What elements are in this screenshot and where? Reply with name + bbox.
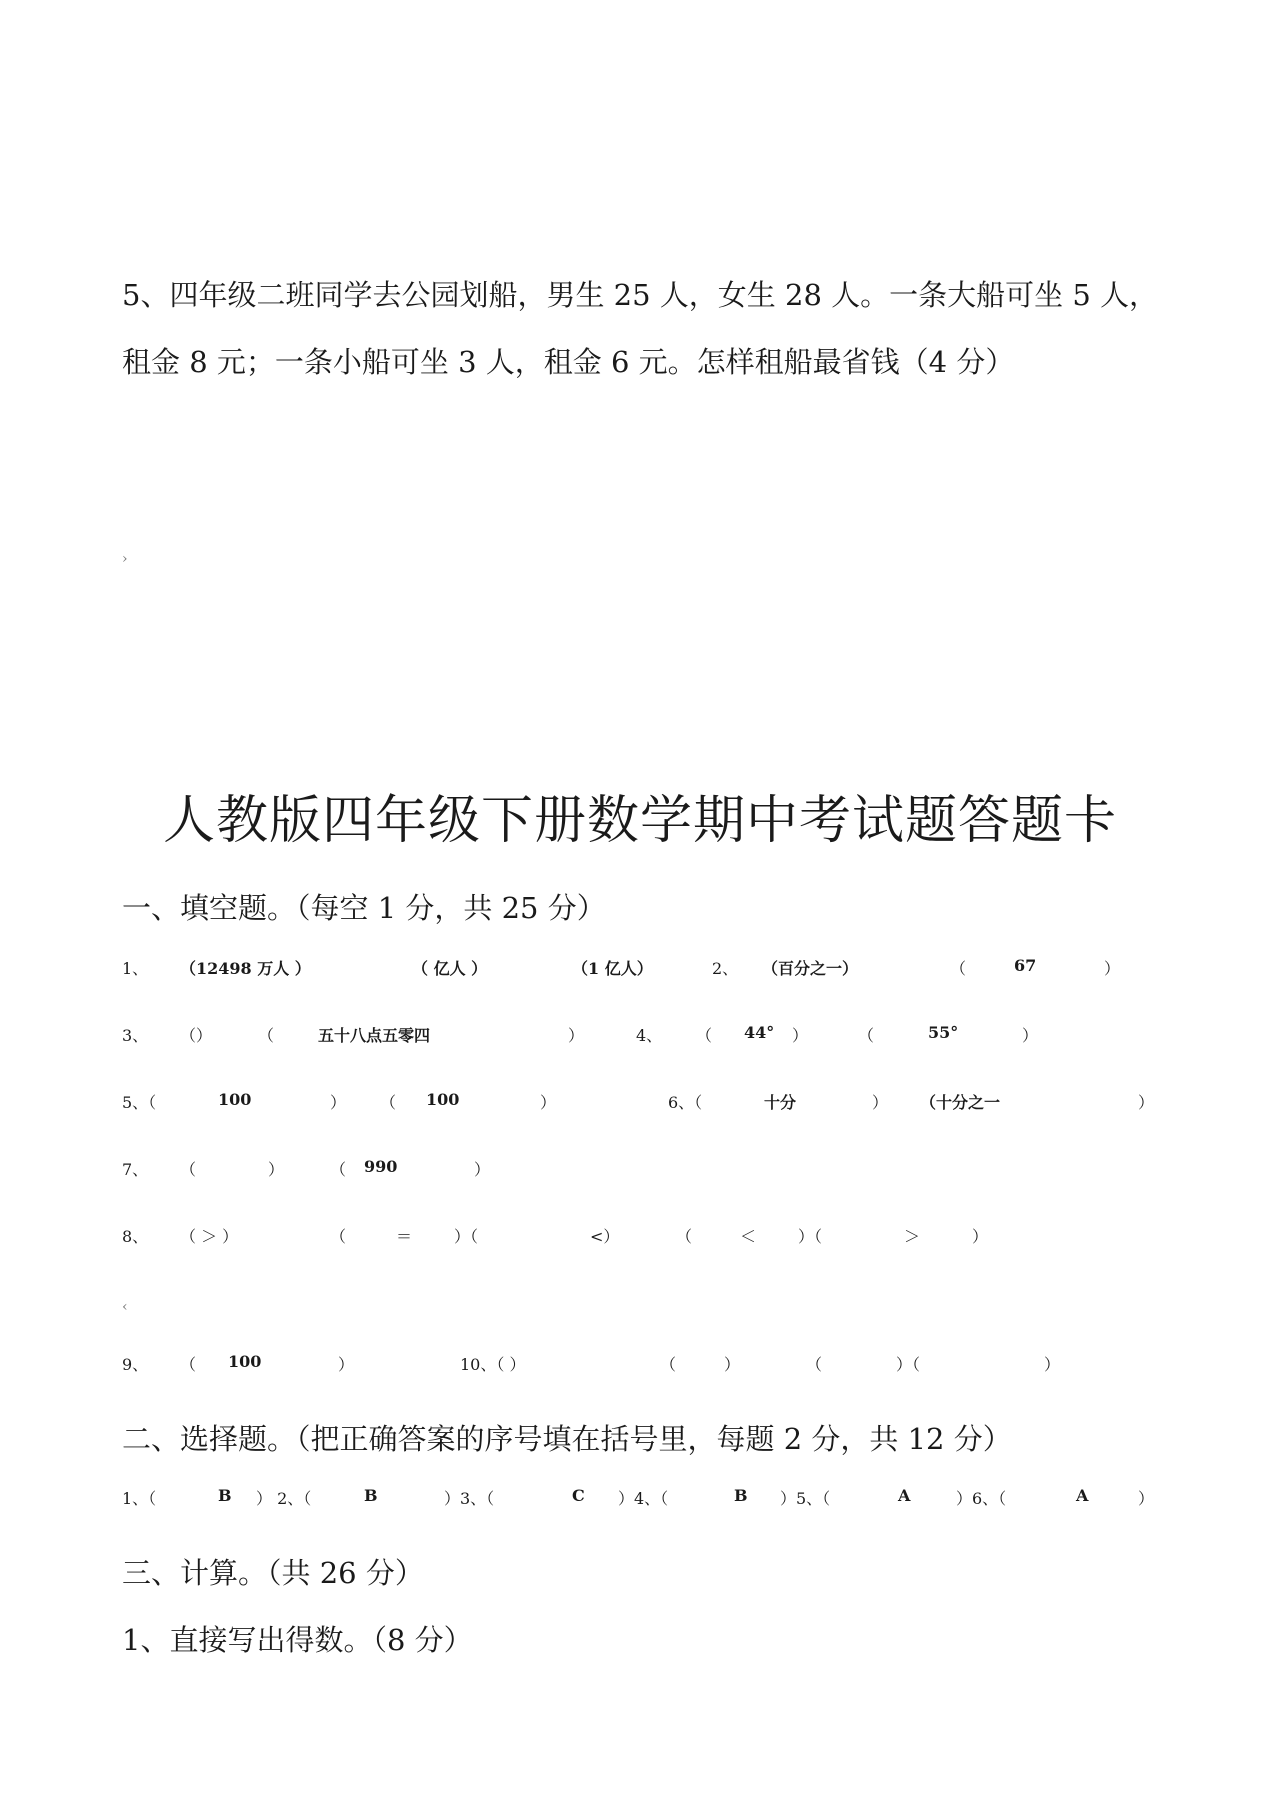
answer-segment: ）（: [798, 1227, 823, 1246]
answer-segment: 55°: [928, 1023, 959, 1042]
answer-segment: 五十八点五零四: [318, 1026, 431, 1045]
answer-row-9: [0, 1352, 1280, 1392]
answer-segment: ）: [268, 1160, 285, 1179]
answer-segment: （: [380, 1093, 397, 1112]
stray-mark: ›: [122, 551, 128, 567]
answer-segment: ）（: [896, 1355, 921, 1374]
answer-segment: ）4、（: [618, 1489, 669, 1508]
answer-segment: ）（: [454, 1227, 479, 1246]
answer-segment: （ 亿人 ）: [412, 959, 488, 978]
answer-segment: （: [950, 959, 967, 978]
answer-segment: （: [676, 1227, 693, 1246]
answer-segment: ＞: [904, 1227, 921, 1246]
answer-row-5: [0, 1090, 1280, 1130]
answer-segment: 100: [218, 1090, 252, 1109]
choice-answer-row: [0, 1486, 1280, 1526]
answer-segment: ）: [1044, 1355, 1061, 1374]
answer-segment: （ ＞ ）: [180, 1227, 239, 1246]
answer-segment: ＜: [740, 1227, 757, 1246]
answer-row-1: [0, 956, 1280, 996]
answer-segment: ）: [1022, 1026, 1039, 1045]
answer-segment: 1、（: [122, 1489, 157, 1508]
answer-segment: ）: [330, 1093, 347, 1112]
answer-segment: ）: [568, 1026, 585, 1045]
answer-segment: B: [734, 1486, 748, 1505]
answer-segment: 100: [228, 1352, 262, 1371]
answer-segment: 9、: [122, 1355, 149, 1374]
answer-segment: 2、: [712, 959, 739, 978]
answer-segment: （百分之一）: [762, 959, 859, 978]
answer-segment: 100: [426, 1090, 460, 1109]
answer-segment: 10、（ ）: [460, 1355, 526, 1374]
section-1-heading: 一、填空题。（每空 1 分，共 25 分）: [122, 891, 606, 925]
answer-segment: （: [806, 1355, 823, 1374]
answer-segment: （十分之一: [920, 1093, 1001, 1112]
answer-segment: ）: [972, 1227, 989, 1246]
answer-segment: （: [258, 1026, 275, 1045]
answer-segment: ）: [1138, 1489, 1155, 1508]
answer-segment: ）: [1138, 1093, 1155, 1112]
answer-segment: C: [572, 1486, 585, 1505]
answer-segment: ）: [872, 1093, 889, 1112]
answer-segment: 6、（: [668, 1093, 703, 1112]
answer-segment: 4、: [636, 1026, 663, 1045]
answer-card-title: 人教版四年级下册数学期中考试题答题卡: [162, 791, 1117, 851]
answer-row-7: [0, 1157, 1280, 1197]
answer-segment: 8、: [122, 1227, 149, 1246]
answer-segment: <）: [590, 1227, 620, 1246]
answer-segment: 十分: [764, 1093, 797, 1112]
answer-segment: （: [180, 1160, 197, 1179]
answer-segment: A: [898, 1486, 911, 1505]
answer-segment: ）: [1104, 959, 1121, 978]
answer-segment: 990: [364, 1157, 398, 1176]
answer-segment: （: [858, 1026, 875, 1045]
answer-segment: A: [1076, 1486, 1089, 1505]
problem-5-line-2: 租金 8 元；一条小船可坐 3 人，租金 6 元。怎样租船最省钱（4 分）: [122, 345, 1015, 379]
answer-segment: ）: [724, 1355, 741, 1374]
answer-segment: （: [330, 1160, 347, 1179]
answer-segment: ）: [474, 1160, 491, 1179]
answer-segment: B: [218, 1486, 232, 1505]
answer-segment: ）5、（: [780, 1489, 831, 1508]
answer-segment: ） 2、（: [256, 1489, 312, 1508]
answer-segment: （: [180, 1355, 197, 1374]
answer-segment: ）: [338, 1355, 355, 1374]
answer-segment: 7、: [122, 1160, 149, 1179]
answer-segment: （1 亿人）: [572, 959, 653, 978]
answer-segment: （: [330, 1227, 347, 1246]
answer-row-3: [0, 1023, 1280, 1063]
answer-segment: ）: [792, 1026, 809, 1045]
answer-segment: （: [660, 1355, 677, 1374]
stray-mark: ‹: [122, 1299, 128, 1315]
answer-row-8: [0, 1224, 1280, 1264]
problem-5-line-1: 5、四年级二班同学去公园划船，男生 25 人，女生 28 人。一条大船可坐 5 人，: [122, 278, 1159, 312]
answer-segment: （: [696, 1026, 713, 1045]
answer-segment: （12498 万人 ）: [180, 959, 311, 978]
answer-segment: ）3、（: [444, 1489, 495, 1508]
answer-segment: 1、: [122, 959, 149, 978]
answer-segment: 3、: [122, 1026, 149, 1045]
section-2-heading: 二、选择题。（把正确答案的序号填在括号里，每题 2 分，共 12 分）: [122, 1422, 1012, 1456]
answer-segment: 5、（: [122, 1093, 157, 1112]
answer-segment: 67: [1014, 956, 1037, 975]
answer-segment: （）: [180, 1026, 213, 1045]
answer-segment: ＝: [396, 1227, 413, 1246]
answer-segment: B: [364, 1486, 378, 1505]
answer-segment: ）6、（: [956, 1489, 1007, 1508]
answer-segment: ）: [540, 1093, 557, 1112]
answer-segment: 44°: [744, 1023, 775, 1042]
section-3-sub-1: 1、直接写出得数。（8 分）: [122, 1623, 473, 1657]
section-3-heading: 三、计算。（共 26 分）: [122, 1556, 424, 1590]
